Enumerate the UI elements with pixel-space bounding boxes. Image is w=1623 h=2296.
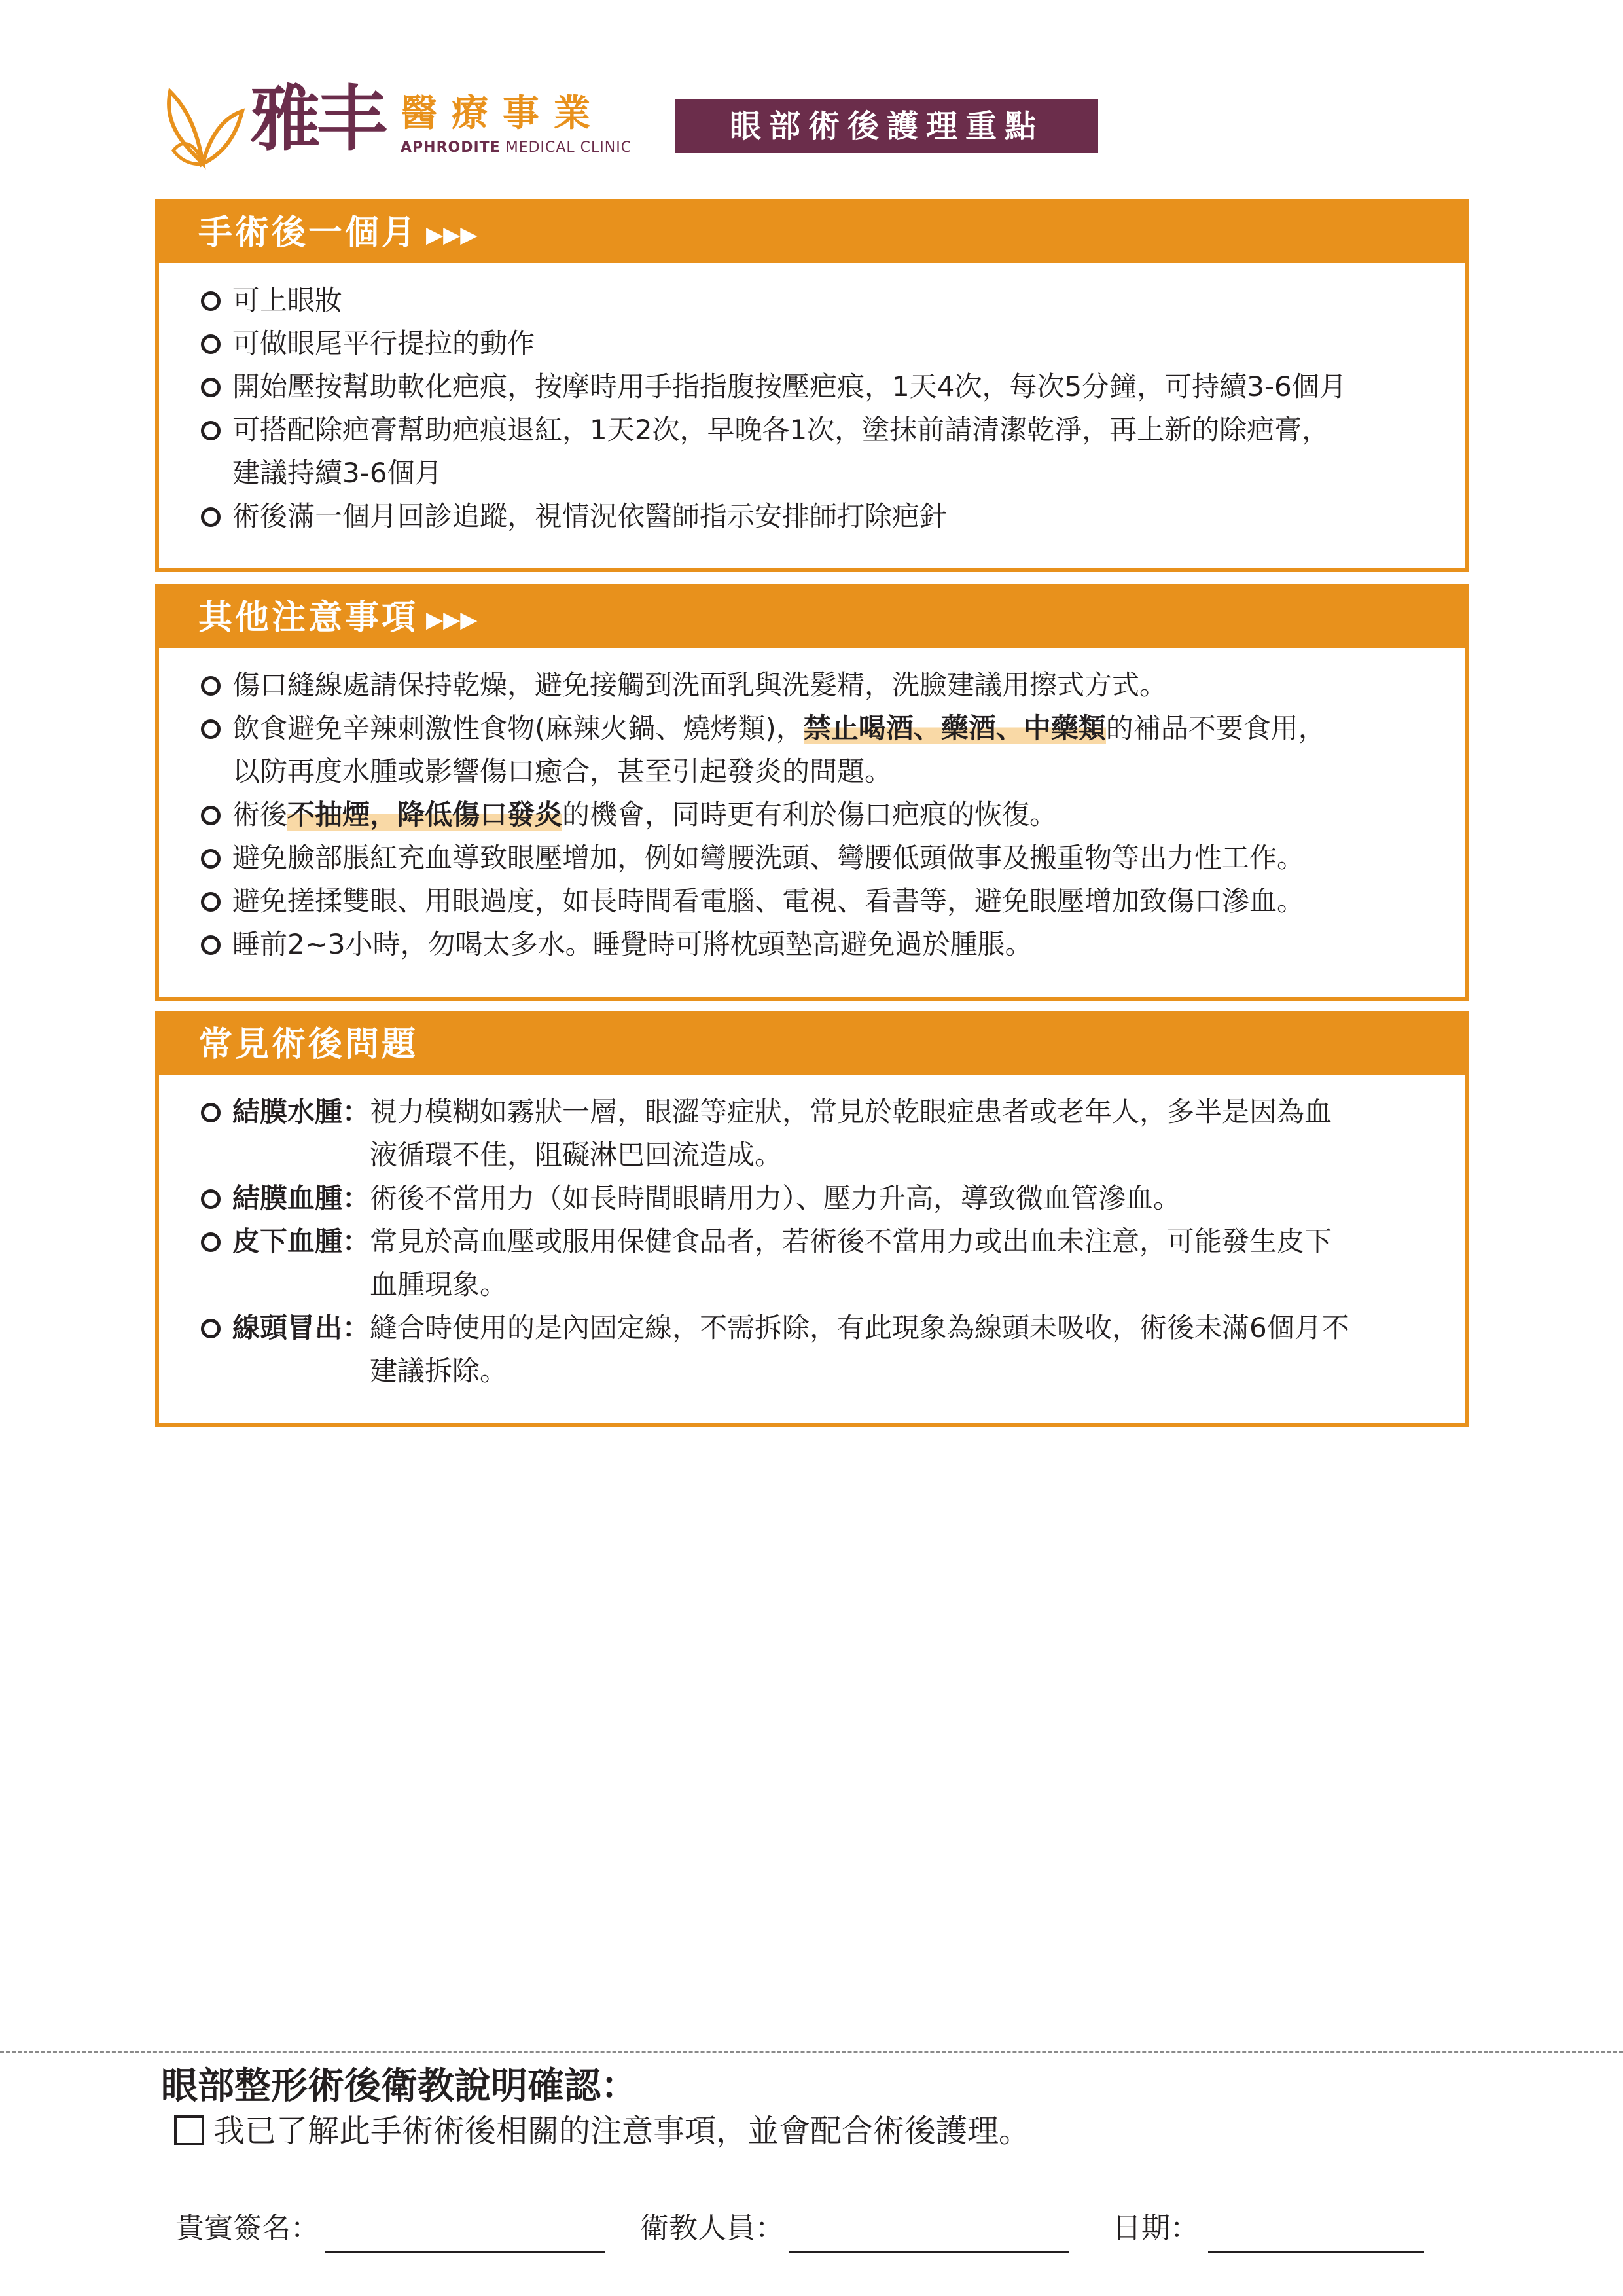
list-item: 傷口縫線處請保持乾燥，避免接觸到洗面乳與洗髮精，洗臉建議用擦式方式。 [201, 664, 1465, 707]
staff-signature-field[interactable] [789, 2251, 1069, 2253]
logo-english: APHRODITE MEDICAL CLINIC [401, 139, 632, 156]
circle-bullet-icon [201, 719, 221, 739]
section-title: 常見術後問題 [198, 1025, 419, 1064]
circle-bullet-icon [201, 676, 221, 696]
guest-signature-label: 貴賓簽名： [175, 2212, 319, 2245]
highlight-warning: 禁止喝酒、藥酒、中藥類 [803, 712, 1106, 744]
circle-bullet-icon [201, 935, 221, 955]
section-other-notes [155, 584, 1469, 1001]
circle-bullet-icon [201, 1232, 221, 1252]
list-item: 線頭冒出： 縫合時使用的是內固定線，不需拆除，有此現象為線頭未吸收，術後未滿6個月不 建議拆除。 [201, 1306, 1465, 1393]
highlight-warning: 不抽煙，降低傷口發炎 [287, 798, 563, 831]
list-item: 結膜水腫： 視力模糊如霧狀一層，眼澀等症狀，常見於乾眼症患者或老年人，多半是因為血 液循環不佳，阻礙淋巴回流造成。 [201, 1090, 1465, 1177]
problem-term: 皮下血腫： [232, 1225, 370, 1257]
care-list [159, 263, 1465, 538]
logo-name: 雅丰 [250, 79, 384, 160]
section-common-problems [155, 1011, 1469, 1427]
triple-arrow-icon: ▶▶▶ [426, 607, 478, 633]
circle-bullet-icon [201, 806, 221, 825]
section-header [159, 1014, 1465, 1075]
list-item: 避免搓揉雙眼、用眼過度，如長時間看電腦、電視、看書等，避免眼壓增加致傷口滲血。 [201, 880, 1465, 923]
section-title: 手術後一個月 [198, 213, 419, 253]
circle-bullet-icon [201, 378, 221, 397]
section-header [159, 588, 1465, 648]
list-item: 術後滿一個月回診追蹤，視情況依醫師指示安排師打除疤針 [201, 495, 1465, 538]
circle-bullet-icon [201, 507, 221, 527]
date-label: 日期： [1113, 2212, 1199, 2245]
list-item: 避免臉部脹紅充血導致眼壓增加，例如彎腰洗頭、彎腰低頭做事及搬重物等出力性工作。 [201, 836, 1465, 880]
section-title: 其他注意事項 [198, 598, 419, 637]
date-field[interactable] [1208, 2251, 1424, 2253]
circle-bullet-icon [201, 1319, 221, 1338]
circle-bullet-icon [201, 334, 221, 354]
list-item: 可搭配除疤膏幫助疤痕退紅，1天2次，早晚各1次，塗抹前請清潔乾淨，再上新的除疤膏， 建議持續3-6個月 [201, 408, 1465, 495]
problems-list [159, 1075, 1465, 1393]
staff-signature-label: 衛教人員： [640, 2212, 784, 2245]
confirmation-title: 眼部整形術後衛教說明確認： [161, 2065, 637, 2108]
circle-bullet-icon [201, 849, 221, 869]
section-header [159, 203, 1465, 263]
list-item: 可做眼尾平行提拉的動作 [201, 322, 1465, 365]
circle-bullet-icon [201, 1103, 221, 1122]
problem-term: 結膜血腫： [232, 1182, 370, 1214]
notes-list [159, 648, 1465, 966]
guest-signature-field[interactable] [325, 2251, 605, 2253]
circle-bullet-icon [201, 291, 221, 311]
list-item: 皮下血腫： 常見於高血壓或服用保健食品者，若術後不當用力或出血未注意，可能發生皮下 血腫現象。 [201, 1220, 1465, 1306]
butterfly-icon [157, 65, 249, 177]
section-one-month [155, 199, 1469, 572]
circle-bullet-icon [201, 892, 221, 912]
triple-arrow-icon: ▶▶▶ [426, 222, 478, 248]
problem-term: 線頭冒出： [232, 1312, 370, 1344]
list-item: 結膜血腫： 術後不當用力（如長時間眼睛用力）、壓力升高，導致微血管滲血。 [201, 1177, 1465, 1220]
acknowledge-checkbox[interactable] [174, 2115, 204, 2145]
circle-bullet-icon [201, 1189, 221, 1209]
list-item: 睡前2~3小時，勿喝太多水。睡覺時可將枕頭墊高避免過於腫脹。 [201, 923, 1465, 966]
cut-line [0, 2051, 1623, 2053]
list-item: 可上眼妝 [201, 279, 1465, 322]
logo-division: 醫療事業 [401, 92, 605, 135]
circle-bullet-icon [201, 421, 221, 440]
clinic-logo [157, 65, 641, 177]
list-item: 開始壓按幫助軟化疤痕，按摩時用手指指腹按壓疤痕，1天4次，每次5分鐘，可持續3-6個月 [201, 365, 1465, 408]
list-item: 飲食避免辛辣刺激性食物(麻辣火鍋、燒烤類)，禁止喝酒、藥酒、中藥類的補品不要食用， 以防再度水腫或影響傷口癒合，甚至引起發炎的問題。 [201, 707, 1465, 793]
checkbox-label: 我已了解此手術術後相關的注意事項，並會配合術後護理。 [213, 2113, 1031, 2149]
problem-term: 結膜水腫： [232, 1096, 370, 1128]
document-title: 眼部術後護理重點 [675, 99, 1098, 153]
confirmation-row [174, 2109, 1030, 2153]
list-item: 術後不抽煙，降低傷口發炎的機會，同時更有利於傷口疤痕的恢復。 [201, 793, 1465, 836]
